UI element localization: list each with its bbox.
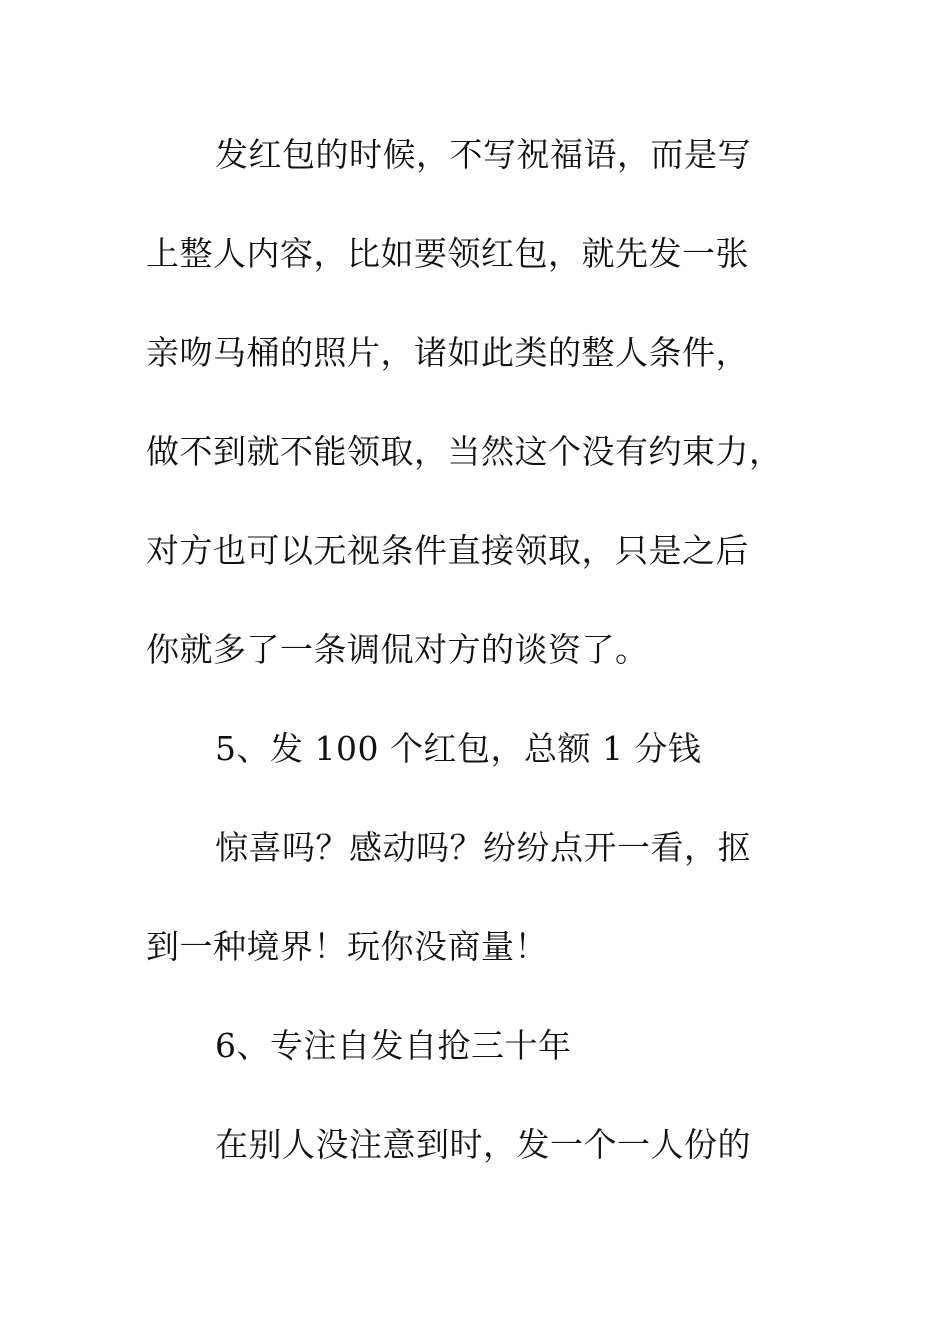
paragraph-line: 你就多了一条调侃对方的谈资了。 — [146, 630, 649, 669]
paragraph-line: 惊喜吗？感动吗？纷纷点开一看，抠 — [215, 828, 751, 867]
section-heading: 6、专注自发自抢三十年 — [215, 1026, 572, 1065]
paragraph-line: 到一种境界！玩你没商量！ — [146, 927, 548, 966]
paragraph-line: 上整人内容，比如要领红包，就先发一张 — [146, 234, 749, 273]
paragraph-line: 对方也可以无视条件直接领取，只是之后 — [146, 531, 749, 570]
paragraph-line: 亲吻马桶的照片，诸如此类的整人条件， — [146, 333, 749, 372]
section-heading: 5、发 100 个红包，总额 1 分钱 — [215, 729, 702, 768]
paragraph-line: 在别人没注意到时，发一个一人份的 — [215, 1125, 751, 1164]
paragraph-line: 做不到就不能领取，当然这个没有约束力， — [146, 432, 783, 471]
paragraph-line: 发红包的时候，不写祝福语，而是写 — [215, 135, 751, 174]
